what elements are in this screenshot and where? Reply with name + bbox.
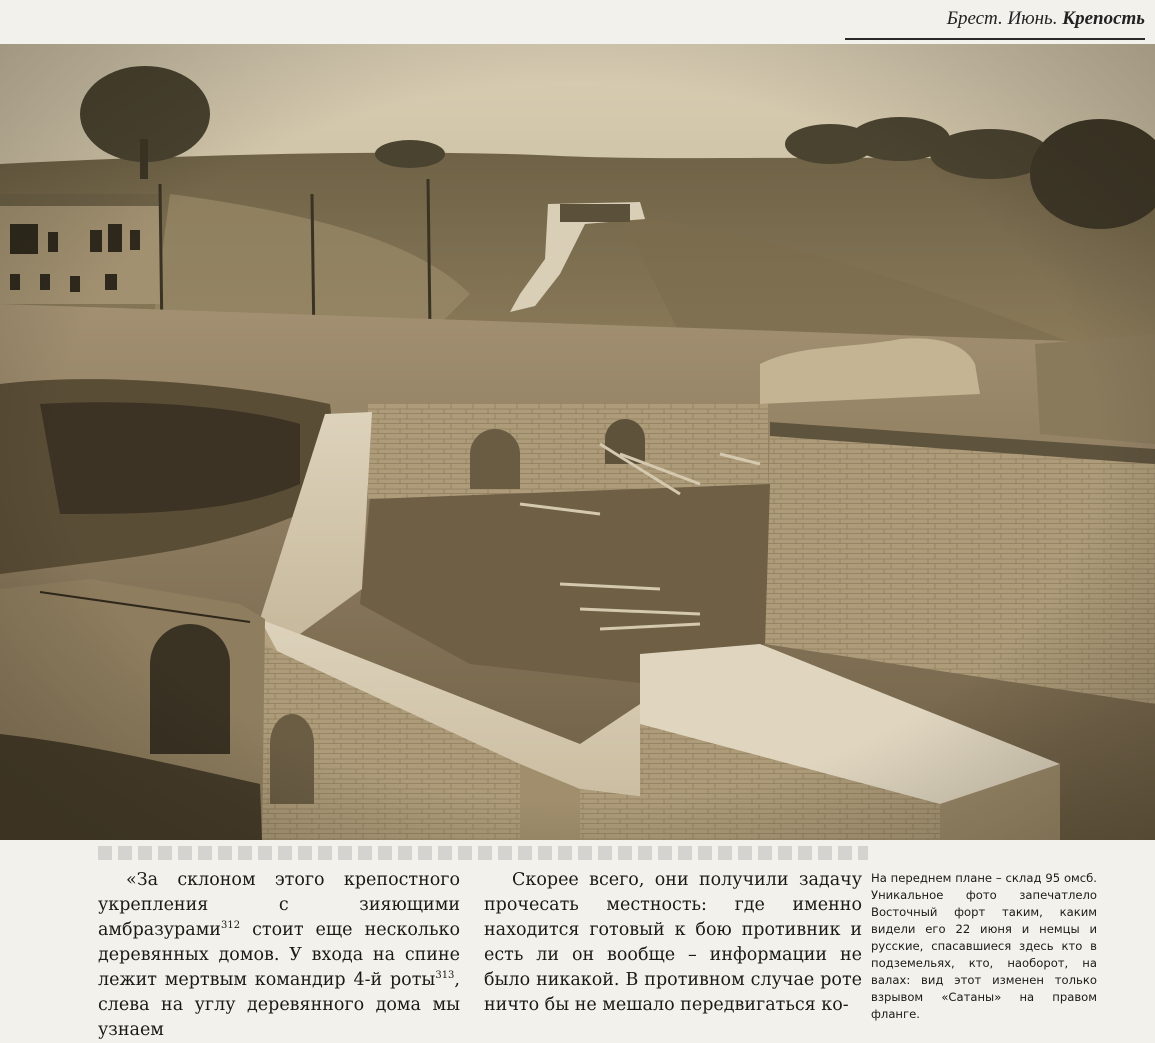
paragraph-quote-text-1: «За склоном этого крепостного укрепления с зияющими амбразурами	[98, 870, 460, 940]
running-head-book-title: Брест. Июнь.	[946, 8, 1058, 29]
running-head-chapter: Крепость	[1062, 8, 1145, 29]
fortress-photo-drawing	[0, 44, 1155, 840]
paragraph-task: Скорее всего, они получили задачу прочесать местность: где именно находится готовый к бою противник и есть ли он вообще – информации не было никакой. В противном случае роте ничто бы не мешало передвигаться ко-	[484, 870, 862, 1015]
fortress-photo	[0, 44, 1155, 840]
paragraph-quote-text-3: , слева на углу деревянного дома мы узнаем	[98, 970, 460, 1040]
show-through-text	[98, 846, 868, 860]
body-column-2	[484, 868, 862, 1018]
paragraph-quote-text-2: стоит еще несколько деревянных домов. У входа на спине лежит мертвым командир 4-й роты	[98, 920, 460, 990]
footnote-ref-312[interactable]: 312	[220, 920, 241, 932]
running-head	[845, 8, 1145, 40]
footnote-ref-313[interactable]: 313	[435, 970, 455, 982]
body-column-1	[98, 868, 460, 1043]
paragraph-quote	[98, 868, 460, 1043]
photo-caption: На переднем плане – склад 95 омсб. Уникальное фото запечатлело Восточный форт таким, каким видели его 22 июня и немцы и русские, спасавшиеся здесь кто в подземельях, кто, наоборот, на валах: вид этот изменен только взрывом «Сатаны» на правом фланге.	[871, 871, 1097, 1021]
